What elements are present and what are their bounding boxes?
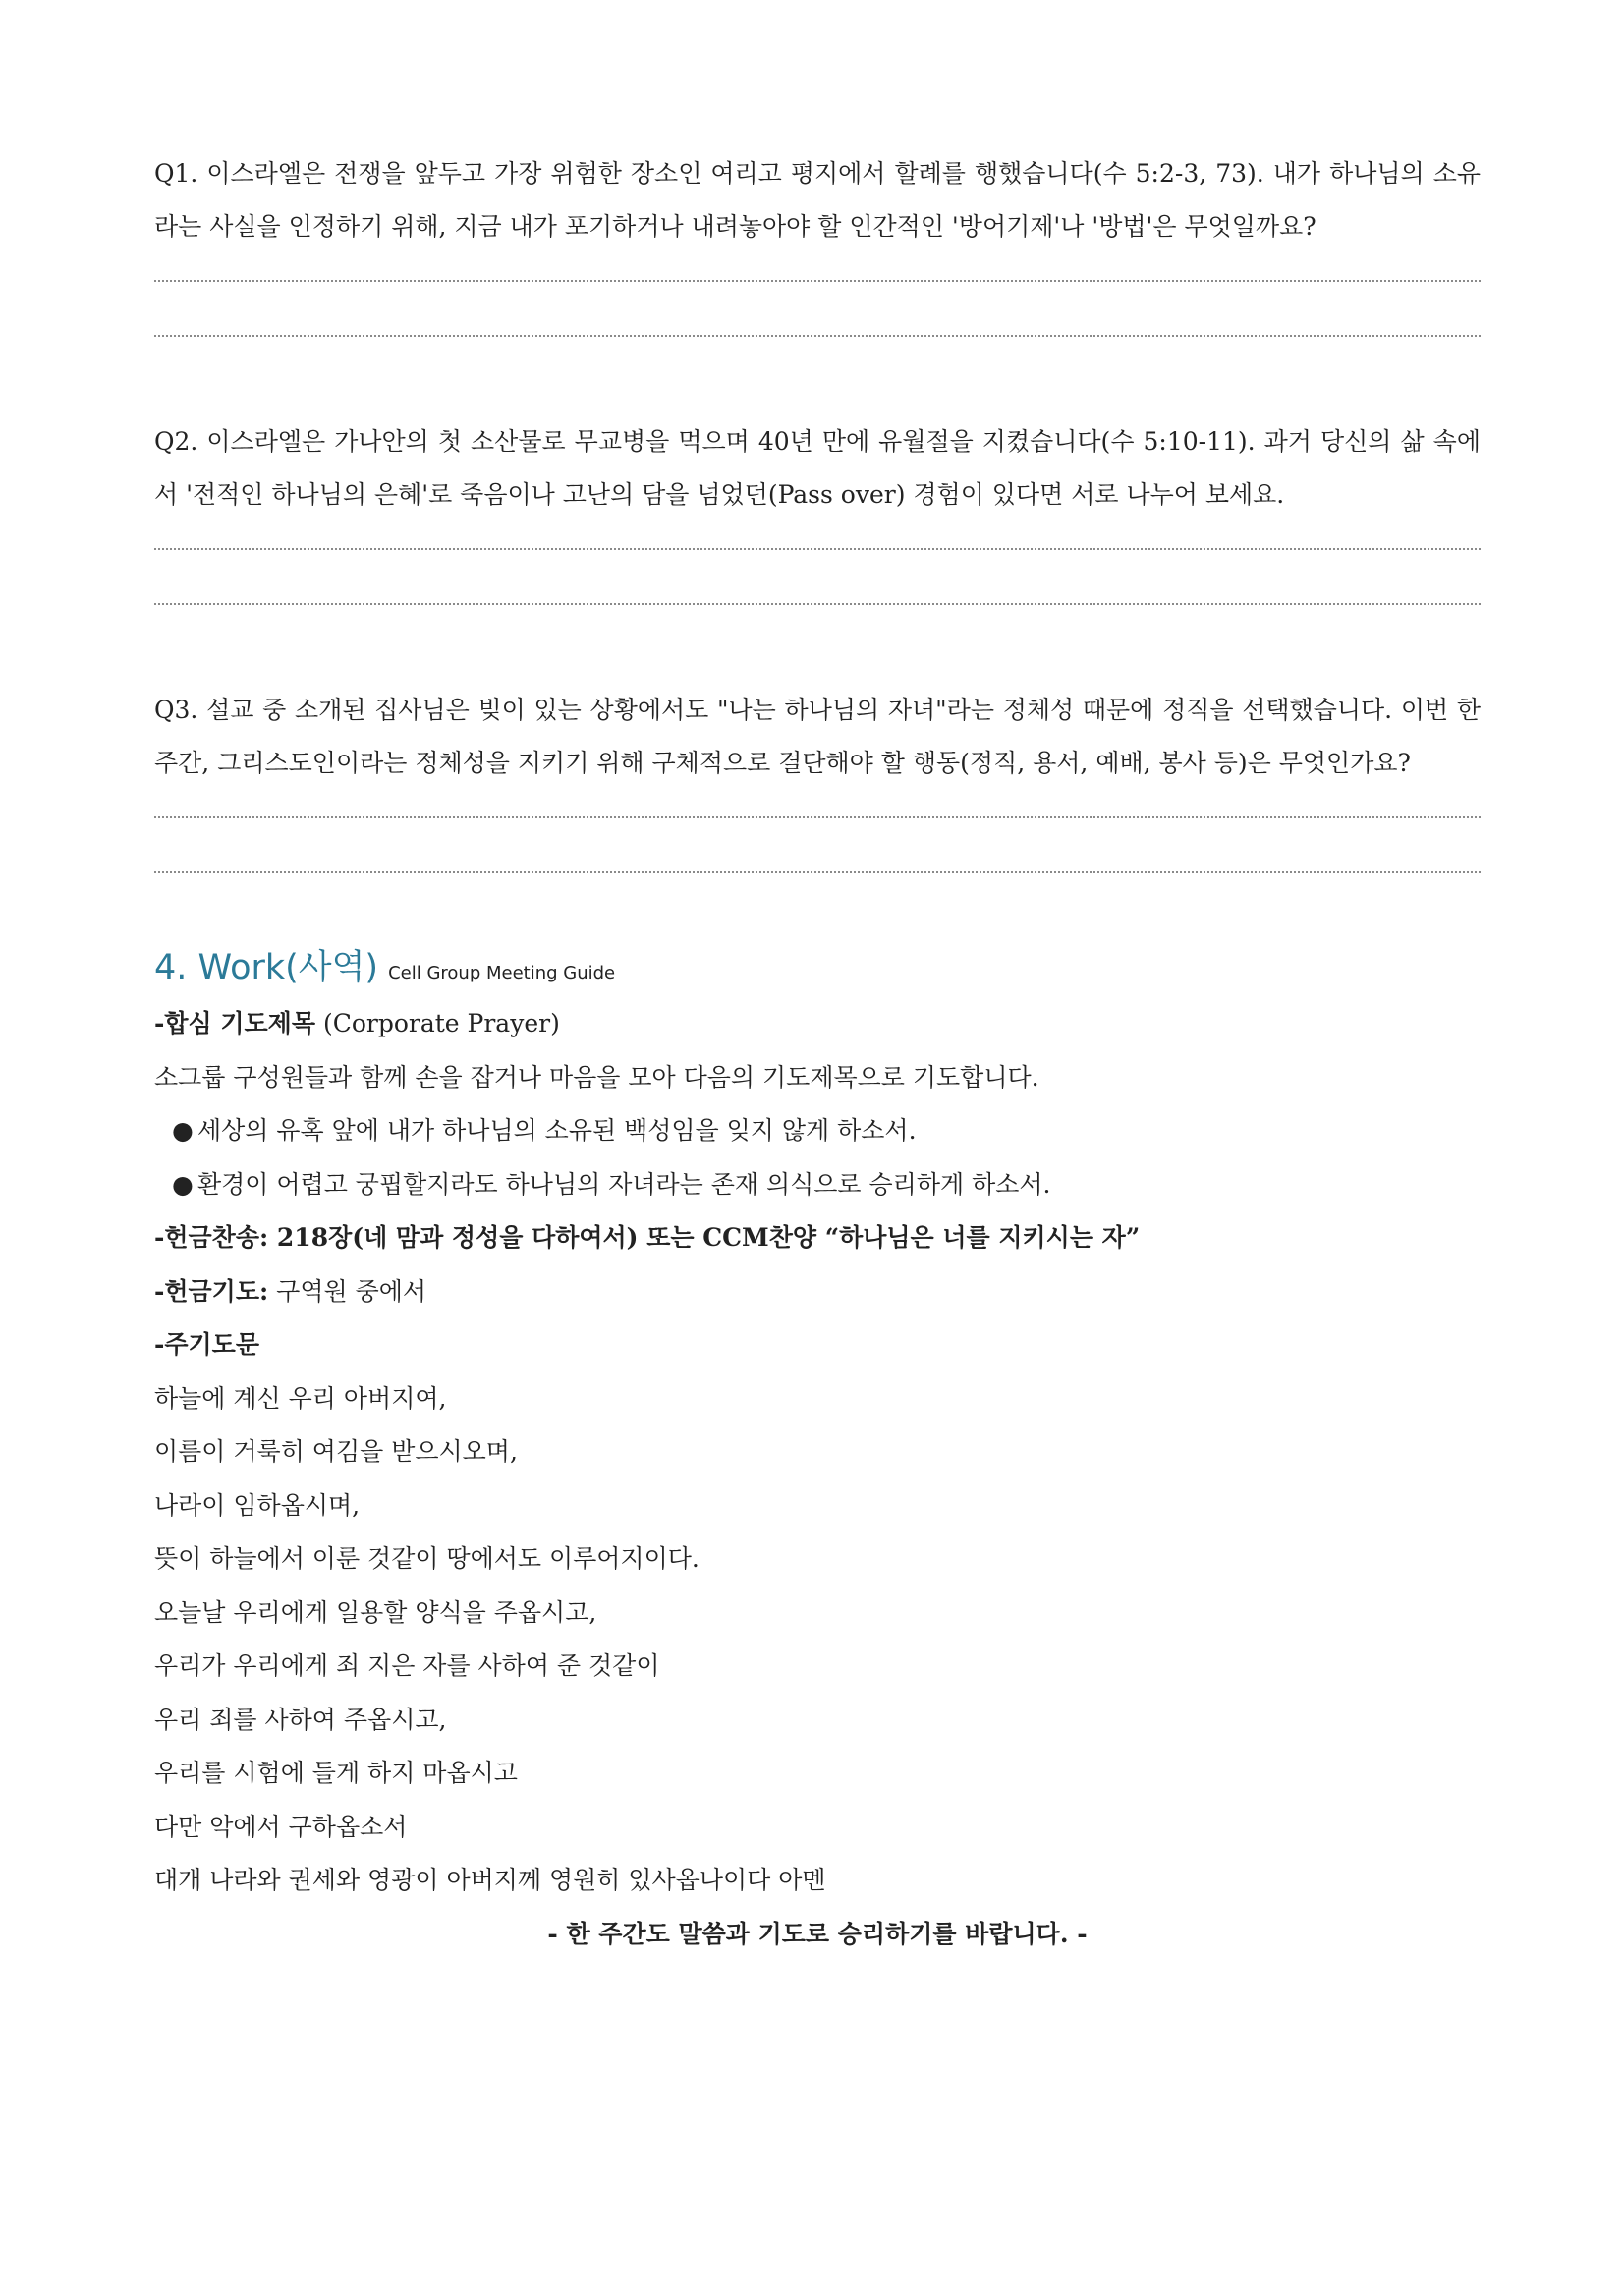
lords-prayer-line: 오늘날 우리에게 일용할 양식을 주옵시고, <box>154 1597 597 1627</box>
lords-prayer-line: 나라이 임하옵시며, <box>154 1490 361 1520</box>
question-block-1 <box>154 147 1481 337</box>
offering-prayer <box>154 1265 1481 1319</box>
lords-prayer-line: 우리 죄를 사하여 주옵시고, <box>154 1705 447 1734</box>
offering-prayer-value: 구역원 중에서 <box>276 1276 427 1306</box>
answer-line[interactable] <box>154 280 1481 282</box>
lords-prayer-line: 우리가 우리에게 죄 지은 자를 사하여 준 것같이 <box>154 1652 660 1680</box>
offering-hymn: -헌금찬송: 218장(네 맘과 정성을 다하여서) 또는 CCM찬양 “하나님은 너를 지키시는 자” <box>154 1223 1141 1252</box>
question-block-2 <box>154 416 1481 605</box>
prayer-item <box>154 1104 1481 1158</box>
lords-prayer-line: 하늘에 계신 우리 아버지여, <box>154 1383 447 1413</box>
prayer-item <box>154 1158 1481 1212</box>
corporate-prayer-heading-english: (Corporate Prayer) <box>322 1009 560 1037</box>
offering-prayer-label: -헌금기도: <box>154 1276 269 1306</box>
lords-prayer-line: 다만 악에서 구하옵소서 <box>154 1812 408 1841</box>
closing-message: - 한 주간도 말씀과 기도로 승리하기를 바랍니다. - <box>547 1919 1088 1948</box>
answer-line[interactable] <box>154 548 1481 550</box>
answer-line[interactable] <box>154 816 1481 818</box>
answer-area-1 <box>154 253 1481 337</box>
page-content <box>154 147 1481 1961</box>
lords-prayer-line: 이름이 거룩히 여김을 받으시오며, <box>154 1437 518 1466</box>
question-3-text: Q3. 설교 중 소개된 집사님은 빚이 있는 상황에서도 "나는 하나님의 자녀"라는 정체성 때문에 정직을 선택했습니다. 이번 한 주간, 그리스도인이라는 정체성을 지키기 위해 구체적으로 결단해야 할 행동(정직, 용서, 예배, 봉사 등)은 무엇인가요? <box>154 696 1481 777</box>
bullet-icon: ● <box>172 1169 194 1199</box>
corporate-prayer-intro: 소그룹 구성원들과 함께 손을 잡거나 마음을 모아 다음의 기도제목으로 기도합니다. <box>154 1062 1039 1092</box>
section-heading <box>154 944 1481 997</box>
answer-area-3 <box>154 790 1481 873</box>
prayer-item-text: 환경이 어렵고 궁핍할지라도 하나님의 자녀라는 존재 의식으로 승리하게 하소서. <box>197 1169 1051 1199</box>
corporate-prayer-heading <box>154 997 1481 1051</box>
section-subtitle: Cell Group Meeting Guide <box>388 963 616 983</box>
lords-prayer-heading: -주기도문 <box>154 1330 259 1359</box>
question-block-3 <box>154 684 1481 873</box>
lords-prayer <box>154 1372 1481 1908</box>
question-2-text: Q2. 이스라엘은 가나안의 첫 소산물로 무교병을 먹으며 40년 만에 유월절을 지켰습니다(수 5:10-11). 과거 당신의 삶 속에서 '전적인 하나님의 은혜'로 죽음이나 고난의 담을 넘었던(Pass over) 경험이 있다면 서로 나누어 보세요. <box>154 427 1481 509</box>
section-title: 4. Work(사역) <box>154 948 379 987</box>
prayer-item-text: 세상의 유혹 앞에 내가 하나님의 소유된 백성임을 잊지 않게 하소서. <box>197 1116 917 1145</box>
lords-prayer-line: 대개 나라와 권세와 영광이 아버지께 영원히 있사옵나이다 아멘 <box>154 1866 826 1894</box>
answer-line[interactable] <box>154 871 1481 873</box>
lords-prayer-line: 뜻이 하늘에서 이룬 것같이 땅에서도 이루어지이다. <box>154 1544 700 1573</box>
bullet-icon: ● <box>172 1116 194 1145</box>
lords-prayer-line: 우리를 시험에 들게 하지 마옵시고 <box>154 1759 518 1787</box>
corporate-prayer-heading-bold: -합심 기도제목 <box>154 1009 315 1037</box>
question-1-text: Q1. 이스라엘은 전쟁을 앞두고 가장 위험한 장소인 여리고 평지에서 할례를 행했습니다(수 5:2-3, 73). 내가 하나님의 소유라는 사실을 인정하기 위해, 지금 내가 포기하거나 내려놓아야 할 인간적인 '방어기제'나 '방법'은 무엇일까요? <box>154 159 1481 241</box>
answer-area-2 <box>154 522 1481 605</box>
